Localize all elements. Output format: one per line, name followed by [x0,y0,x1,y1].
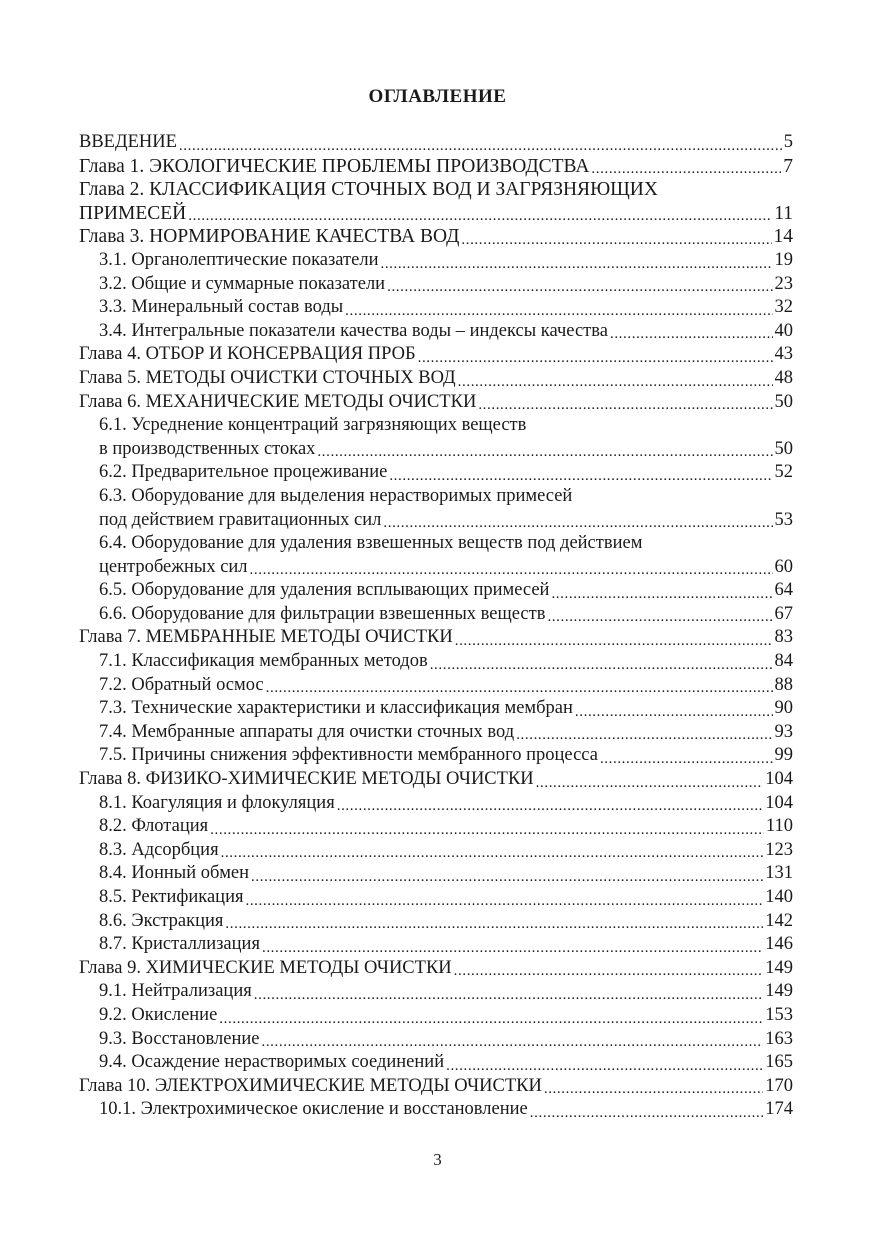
toc-entry-page: 131 [765,863,793,884]
toc-entry[interactable] [79,910,793,934]
toc-entry-page: 14 [773,226,793,248]
toc-entry[interactable] [79,957,793,981]
toc-entry-page: 104 [765,769,793,790]
toc-entry-label-cont: ПРИМЕСЕЙ [79,202,187,224]
toc-entry-label: 8.5. Ректификация [99,887,244,907]
toc-entry-page: 110 [765,816,793,837]
toc-entry[interactable] [79,768,793,792]
toc-entry-page: 83 [774,627,793,648]
toc-entry[interactable] [79,579,793,603]
dot-leader [225,910,763,934]
toc-entry-page: 52 [774,462,793,483]
toc-entry[interactable] [79,1004,793,1028]
toc-entry-label: 10.1. Электрохимическое окисление и восстановление [99,1099,528,1120]
toc-entry[interactable] [79,650,793,674]
toc-entry-page: 170 [765,1075,793,1096]
toc-entry-page: 149 [765,957,793,978]
toc-entry[interactable] [79,155,793,179]
toc-entry[interactable] [79,744,793,768]
toc-entry-page: 50 [774,391,793,412]
toc-entry-label: 8.7. Кристаллизация [99,934,260,955]
toc-entry[interactable] [79,320,793,344]
dot-leader [610,320,773,344]
dot-leader [179,131,782,155]
toc-entry-label: Глава 9. ХИМИЧЕСКИЕ МЕТОДЫ ОЧИСТКИ [79,957,452,978]
toc-entry-label: 8.1. Коагуляция и флокуляция [99,792,335,813]
dot-leader [188,202,772,226]
toc-entry[interactable] [79,273,793,297]
toc-entry-label: 6.4. Оборудование для удаления взвешенных веществ под действием [99,533,643,554]
toc-entry[interactable] [79,1075,793,1099]
toc-entry-page: 88 [774,674,793,695]
toc-entry[interactable] [79,296,793,320]
toc-entry[interactable] [79,674,793,698]
toc-entry-continuation[interactable] [79,556,793,580]
toc-entry[interactable] [79,461,793,485]
toc-entry-label-cont: центробежных сил [99,556,248,577]
toc-entry-page: 19 [774,249,793,270]
dot-leader [458,367,773,391]
toc-entry-label: 7.4. Мембранные аппараты для очистки сточных вод [99,721,515,742]
toc-entry-page: 32 [774,297,793,318]
dot-leader [461,225,771,249]
dot-leader [430,650,773,674]
dot-leader [345,296,772,320]
toc-entry-first-line[interactable] [79,414,793,438]
toc-entry-page: 165 [765,1052,793,1073]
dot-leader [266,674,773,698]
toc-entry[interactable] [79,1098,793,1122]
toc-entry-page: 48 [774,367,793,388]
dot-leader [551,579,772,603]
toc-entry-page: 142 [765,910,793,931]
toc-entry-label: 6.1. Усреднение концентраций загрязняющих веществ [99,415,527,436]
toc-entry[interactable] [79,815,793,839]
dot-leader [337,792,764,816]
toc-entry[interactable] [79,886,793,910]
toc-entry[interactable] [79,225,793,249]
toc-entry-page: 53 [774,509,793,530]
toc-entry-page: 146 [765,934,793,955]
toc-entry[interactable] [79,1028,793,1052]
toc-entry-label: 6.6. Оборудование для фильтрации взвешенных веществ [99,603,546,624]
dot-leader [221,839,764,863]
toc-entry-page: 50 [774,438,793,459]
toc-entry-label: 8.6. Экстракция [99,910,224,931]
toc-entry-label: 6.3. Оборудование для выделения нерастворимых примесей [99,485,573,506]
toc-entry-label: Глава 3. НОРМИРОВАНИЕ КАЧЕСТВА ВОД [79,226,460,248]
toc-entry-first-line[interactable] [79,485,793,509]
dot-leader [446,1051,763,1075]
dot-leader [530,1098,763,1122]
toc-entry[interactable] [79,131,793,155]
toc-entry-label: 6.2. Предварительное процеживание [99,462,388,483]
toc-entry-label: 7.2. Обратный осмос [99,674,264,695]
toc-entry-label: 3.3. Минеральный состав воды [99,297,344,318]
toc-entry-page: 163 [765,1028,793,1049]
toc-entry-label: 9.3. Восстановление [99,1028,260,1049]
toc-entry-label: 6.5. Оборудование для удаления всплывающих примесей [99,580,550,601]
dot-leader [317,438,772,462]
toc-entry-label: 3.2. Общие и суммарные показатели [99,273,386,294]
toc-entry-page: 140 [765,887,793,907]
dot-leader [251,862,763,886]
dot-leader [454,957,764,981]
toc-entry-page: 60 [774,556,793,577]
dot-leader [591,155,781,179]
toc-entry-page: 149 [765,981,793,1002]
toc-entry-first-line[interactable] [79,532,793,556]
toc-entry-label: Глава 10. ЭЛЕКТРОХИМИЧЕСКИЕ МЕТОДЫ ОЧИСТКИ [79,1075,542,1096]
dot-leader [389,461,772,485]
toc-entry[interactable] [79,839,793,863]
toc-entry-page: 90 [774,698,793,719]
toc-entry[interactable] [79,343,793,367]
toc-entry-label: 8.4. Ионный обмен [99,863,250,884]
toc-entry[interactable] [79,933,793,957]
toc-entry-label: Глава 8. ФИЗИКО-ХИМИЧЕСКИЕ МЕТОДЫ ОЧИСТКИ [79,769,534,790]
dot-leader [380,249,772,273]
dot-leader [383,509,772,533]
dot-leader [261,1028,763,1052]
toc-entry-label: 8.2. Флотация [99,816,209,837]
table-of-contents [79,131,793,1122]
toc-entry[interactable] [79,721,793,745]
toc-entry-label: 3.4. Интегральные показатели качества воды – индексы качества [99,320,608,341]
dot-leader [387,273,772,297]
dot-leader [455,626,773,650]
dot-leader [254,980,764,1004]
toc-entry[interactable] [79,391,793,415]
dot-leader [245,886,763,910]
toc-entry-page: 64 [774,580,793,601]
toc-entry-label: Глава 6. МЕХАНИЧЕСКИЕ МЕТОДЫ ОЧИСТКИ [79,391,477,412]
dot-leader [536,768,764,792]
dot-leader [262,933,763,957]
toc-entry[interactable] [79,626,793,650]
toc-entry-label: 9.2. Окисление [99,1004,218,1025]
toc-entry-page: 67 [774,603,793,624]
toc-entry-page: 174 [765,1099,793,1120]
dot-leader [575,697,773,721]
dot-leader [600,744,773,768]
toc-entry-page: 153 [765,1004,793,1025]
toc-entry-continuation[interactable] [79,202,793,226]
toc-entry-label: 9.4. Осаждение нерастворимых соединений [99,1052,445,1073]
dot-leader [544,1075,763,1099]
toc-entry[interactable] [79,697,793,721]
toc-entry-label-cont: под действием гравитационных сил [99,509,382,530]
toc-entry-label: Глава 4. ОТБОР И КОНСЕРВАЦИЯ ПРОБ [79,344,416,365]
toc-entry-page: 11 [774,202,793,224]
toc-entry-page: 104 [765,792,793,813]
toc-entry-label: ВВЕДЕНИЕ [79,132,177,152]
toc-entry-first-line[interactable] [79,178,793,202]
toc-entry-page: 123 [765,839,793,860]
toc-entry-label: Глава 7. МЕМБРАННЫЕ МЕТОДЫ ОЧИСТКИ [79,627,453,648]
dot-leader [210,815,764,839]
toc-entry[interactable] [79,367,793,391]
toc-entry-continuation[interactable] [79,438,793,462]
toc-entry[interactable] [79,980,793,1004]
toc-entry-label: 8.3. Адсорбция [99,839,219,860]
dot-leader [250,556,773,580]
toc-entry-label: 7.5. Причины снижения эффективности мембранного процесса [99,745,598,766]
toc-entry-page: 5 [783,132,793,152]
page-title: ОГЛАВЛЕНИЕ [368,86,507,107]
dot-leader [547,603,772,627]
toc-entry-page: 40 [774,320,793,341]
toc-entry-page: 7 [783,155,793,177]
toc-entry-page: 93 [774,721,793,742]
toc-entry[interactable] [79,1051,793,1075]
toc-entry-page: 99 [774,745,793,766]
dot-leader [418,343,773,367]
toc-entry-label: Глава 2. КЛАССИФИКАЦИЯ СТОЧНЫХ ВОД И ЗАГРЯЗНЯЮЩИХ [79,179,658,201]
toc-entry-page: 43 [774,344,793,365]
toc-entry-label: 7.1. Классификация мембранных методов [99,651,428,672]
toc-entry[interactable] [79,603,793,627]
toc-entry-page: 23 [774,273,793,294]
toc-entry-label: 7.3. Технические характеристики и классификация мембран [99,698,573,719]
dot-leader [219,1004,763,1028]
toc-entry[interactable] [79,792,793,816]
toc-entry-label-cont: в производственных стоках [99,438,316,459]
toc-entry-page: 84 [774,651,793,672]
toc-entry-continuation[interactable] [79,509,793,533]
dot-leader [478,391,772,415]
toc-entry-label: 3.1. Органолептические показатели [99,249,379,270]
page-number: 3 [433,1150,442,1169]
dot-leader [516,721,772,745]
toc-entry[interactable] [79,249,793,273]
toc-entry-label: Глава 5. МЕТОДЫ ОЧИСТКИ СТОЧНЫХ ВОД [79,367,456,388]
toc-entry-label: 9.1. Нейтрализация [99,981,252,1002]
toc-entry-label: Глава 1. ЭКОЛОГИЧЕСКИЕ ПРОБЛЕМЫ ПРОИЗВОДСТВА [79,155,590,177]
toc-entry[interactable] [79,862,793,886]
